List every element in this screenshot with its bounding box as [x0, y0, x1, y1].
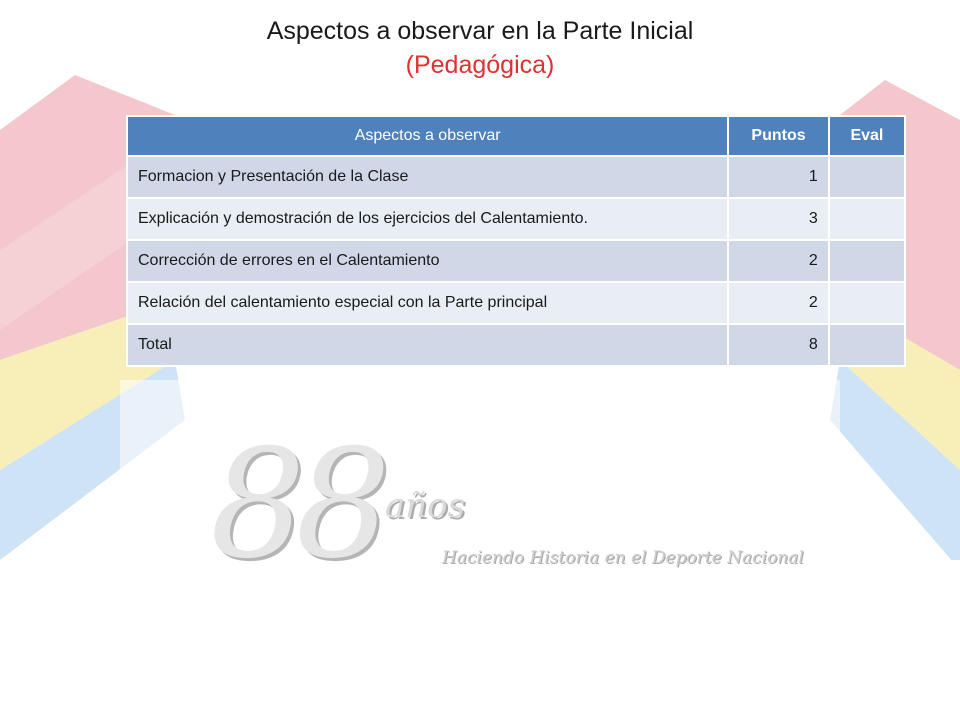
- cell-aspect: Explicación y demostración de los ejercicios del Calentamiento.: [127, 198, 728, 240]
- logo-slogan: Haciendo Historia en el Deporte Nacional: [442, 548, 804, 568]
- aspects-table: [126, 115, 906, 367]
- cell-total-eval[interactable]: [829, 324, 905, 366]
- cell-points: 2: [728, 240, 829, 282]
- cell-aspect: Corrección de errores en el Calentamiento: [127, 240, 728, 282]
- cell-eval[interactable]: [829, 156, 905, 198]
- title-subtitle: (Pedagógica): [405, 51, 555, 79]
- table-row: [127, 282, 905, 324]
- header-aspects: Aspectos a observar: [127, 116, 728, 156]
- table-row: [127, 198, 905, 240]
- cell-points: 1: [728, 156, 829, 198]
- title-main: Aspectos a observar en la Parte Inicial: [266, 17, 694, 45]
- logo-anniversary-number: 88: [210, 418, 381, 592]
- table-header-row: [127, 116, 905, 156]
- table-row-total: [127, 324, 905, 366]
- logo-anniversary-word: años: [385, 486, 466, 526]
- header-points: Puntos: [728, 116, 829, 156]
- cell-total-points: 8: [728, 324, 829, 366]
- cell-eval[interactable]: [829, 240, 905, 282]
- cell-aspect: Formacion y Presentación de la Clase: [127, 156, 728, 198]
- cell-points: 2: [728, 282, 829, 324]
- table-row: [127, 240, 905, 282]
- slide-title: [0, 14, 960, 82]
- cell-eval[interactable]: [829, 198, 905, 240]
- cell-eval[interactable]: [829, 282, 905, 324]
- header-eval: Eval: [829, 116, 905, 156]
- cell-aspect: Relación del calentamiento especial con la Parte principal: [127, 282, 728, 324]
- table-row: [127, 156, 905, 198]
- cell-points: 3: [728, 198, 829, 240]
- cell-total-label: Total: [127, 324, 728, 366]
